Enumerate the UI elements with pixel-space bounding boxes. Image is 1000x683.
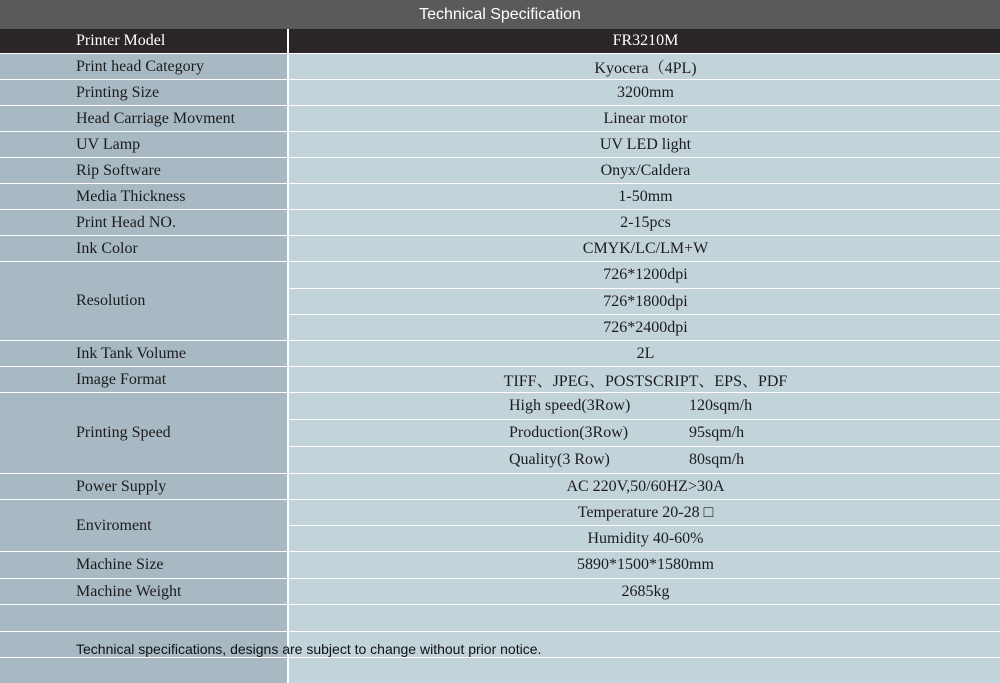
- resolution-value: 726*2400dpi: [289, 315, 1000, 340]
- speed-row: [289, 420, 1000, 446]
- environment-label: Enviroment: [0, 500, 287, 551]
- spec-label: Printing Size: [0, 80, 287, 105]
- empty-cell: [0, 658, 287, 683]
- spec-value: Onyx/Caldera: [289, 158, 1000, 183]
- spec-value: 3200mm: [289, 80, 1000, 105]
- spec-label: Head Carriage Movment: [0, 106, 287, 131]
- resolution-value: 726*1200dpi: [289, 262, 1000, 288]
- spec-table: [0, 29, 1000, 635]
- environment-value: Temperature 20-28 □: [289, 500, 1000, 525]
- model-label: Printer Model: [0, 29, 287, 53]
- image-format-value: TIFF、JPEG、POSTSCRIPT、EPS、PDF: [289, 367, 1000, 392]
- power-label: Power Supply: [0, 474, 287, 499]
- empty-cell: [289, 605, 1000, 631]
- spec-value: UV LED light: [289, 132, 1000, 157]
- ink-tank-value: 2L: [289, 341, 1000, 366]
- machine-size-label: Machine Size: [0, 552, 287, 578]
- spec-value: Linear motor: [289, 106, 1000, 131]
- spec-value: 2-15pcs: [289, 210, 1000, 235]
- spec-label: Print Head NO.: [0, 210, 287, 235]
- empty-cell: [0, 605, 287, 631]
- speed-value: 95sqm/h: [689, 424, 745, 441]
- speed-mode: Production(3Row): [509, 424, 629, 441]
- spec-label: Ink Color: [0, 236, 287, 261]
- environment-value: Humidity 40-60%: [289, 526, 1000, 551]
- spec-label: UV Lamp: [0, 132, 287, 157]
- printing-speed-label: Printing Speed: [0, 393, 287, 473]
- speed-row: [289, 393, 1000, 419]
- machine-size-value: 5890*1500*1580mm: [289, 552, 1000, 578]
- resolution-value: 726*1800dpi: [289, 289, 1000, 314]
- resolution-label: Resolution: [0, 262, 287, 340]
- speed-row: [289, 447, 1000, 473]
- spec-label: Rip Software: [0, 158, 287, 183]
- footnote: Technical specifications, designs are subject to change without prior notice.: [76, 641, 542, 657]
- spec-value: CMYK/LC/LM+W: [289, 236, 1000, 261]
- spec-label: Print head Category: [0, 54, 287, 79]
- machine-weight-value: 2685kg: [289, 579, 1000, 604]
- spec-label: Media Thickness: [0, 184, 287, 209]
- spec-value: 1-50mm: [289, 184, 1000, 209]
- speed-mode: Quality(3 Row): [509, 451, 610, 468]
- ink-tank-label: Ink Tank Volume: [0, 341, 287, 366]
- spec-value: Kyocera（4PL): [289, 54, 1000, 79]
- power-value: AC 220V,50/60HZ>30A: [289, 474, 1000, 499]
- speed-value: 80sqm/h: [689, 451, 745, 468]
- speed-value: 120sqm/h: [689, 397, 753, 414]
- model-value: FR3210M: [289, 29, 1000, 53]
- machine-weight-label: Machine Weight: [0, 579, 287, 604]
- spec-title: Technical Specification: [0, 0, 1000, 30]
- image-format-label: Image Format: [0, 367, 287, 392]
- empty-cell: [289, 658, 1000, 683]
- speed-mode: High speed(3Row): [509, 397, 631, 414]
